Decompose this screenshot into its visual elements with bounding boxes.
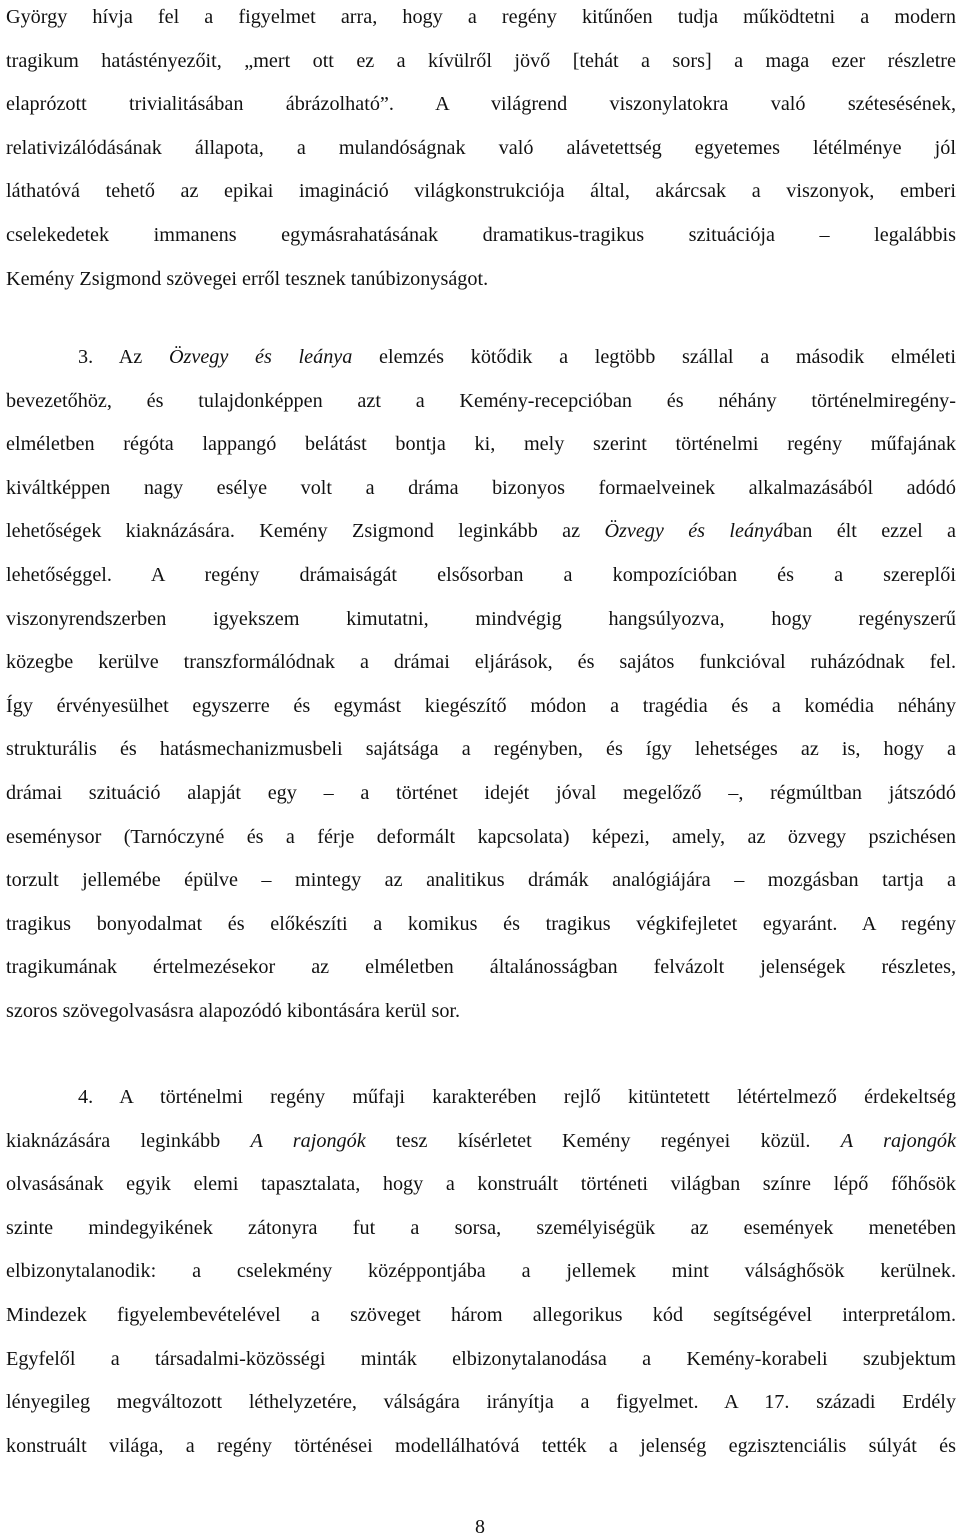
text-segment: lehetőségek kiaknázására. Kemény Zsigmond leginkább az [6,520,605,543]
text-line: torzult jellemébe épülve – mintegy az analitikus drámák analógiájára – mozgásban tartja a [6,869,956,892]
text-line: konstruált világa, a regény történései modellálhatóvá tették a jelenség egzisztenciális súlyát és [6,1434,956,1457]
italic-title: Özvegy és leányá [604,520,784,543]
text-line: Mindezek figyelembevételével a szöveget három allegorikus kód segítségével interpretálom. [6,1303,956,1326]
paragraph-3 [6,1076,956,1468]
text-line: láthatóvá tehető az epikai imagináció világkonstrukciója által, akárcsak a viszonyok, emberi [6,180,956,203]
text-line: Kemény Zsigmond szövegei erről tesznek tanúbizonyságot. [6,267,489,290]
text-segment: ban élt ezzel a [783,520,956,543]
text-line: 4. A történelmi regény műfaji karakterében rejlő kitüntetett létértelmező érdekeltség [78,1086,956,1108]
text-line: drámai szituáció alapját egy – a történet idejét jóval megelőző –, régmúltban játszódó [6,781,956,804]
text-line: viszonyrendszerben igyekszem kimutatni, mindvégig hangsúlyozva, hogy regényszerű [6,607,956,630]
text-line: lehetőséggel. A regény drámaiságát elsősorban a kompozícióban és a szereplői [6,563,956,586]
text-line: relativizálódásának állapota, a mulandóságnak való alávetettség egyetemes létélménye jól [6,136,956,159]
text-line: eseménysor (Tarnóczyné és a férje deformált kapcsolata) képezi, amely, az özvegy pszichésen [6,825,956,848]
text-line [6,510,956,554]
page-number: 8 [475,1516,485,1538]
text-line: lényegileg megváltozott léthelyzetére, válságára irányítja a figyelmet. A 17. századi Erdély [6,1391,956,1414]
text-line: tragikumának értelmezésekor az elméletben általánosságban felvázolt jelenségek részletes, [6,956,956,979]
text-line: elméletben régóta lappangó belátást bontja ki, mely szerint történelmi regény műfajának [6,433,956,456]
text-line: közegbe kerülve transzformálódnak a drámai eljárások, és sajátos funkcióval ruházódnak fel. [6,651,956,674]
paragraph-2 [6,336,956,1034]
text-line [6,1120,956,1164]
text-line: bevezetőhöz, és tulajdonképpen azt a Kemény-recepcióban és néhány történelmiregény- [6,389,956,412]
text-line: szinte mindegyikének zátonyra fut a sorsa, személyiségük az események menetében [6,1216,956,1239]
text-segment: 3. Az [78,346,169,368]
text-segment: elemzés kötődik a legtöbb szállal a második elméleti [352,346,956,368]
italic-title: A rajongók [250,1129,366,1152]
text-line: György hívja fel a figyelmet arra, hogy a regény kitűnően tudja működtetni a modern [6,6,956,28]
text-line: Egyfelől a társadalmi-közösségi minták elbizonytalanodása a Kemény-korabeli szubjektum [6,1347,956,1370]
text-line [6,336,956,380]
text-line: kiváltképpen nagy esélye volt a dráma bizonyos formaelveinek alkalmazásából adódó [6,476,956,499]
italic-title: Özvegy és leánya [168,346,353,368]
paragraph-1 [6,0,956,301]
text-line: tragikus bonyodalmat és előkészíti a komikus és tragikus végkifejletet egyaránt. A regény [6,912,956,935]
text-line: szoros szövegolvasásra alapozódó kibontására kerül sor. [6,999,461,1022]
text-line: cselekedetek immanens egymásrahatásának dramatikus-tragikus szituációja – legalábbis [6,223,956,246]
text-line: tragikum hatástényezőit, „mert ott ez a kívülről jövő [tehát a sors] a maga ezer részletre [6,49,956,72]
text-line: strukturális és hatásmechanizmusbeli sajátsága a regényben, és így lehetséges az is, hogy a [6,738,956,761]
text-segment: tesz kísérletet Kemény regényei közül. [365,1129,841,1152]
italic-title: A rajongók [840,1129,956,1152]
text-segment: kiaknázására leginkább [6,1129,251,1152]
text-line: olvasásának egyik elemi tapasztalata, hogy a konstruált történeti világban színre lépő főhősök [6,1173,956,1196]
text-line: elaprózott trivialitásában ábrázolható”. A világrend viszonylatokra való szétesésének, [6,93,956,116]
text-line: Így érvényesülhet egyszerre és egymást kiegészítő módon a tragédia és a komédia néhány [6,694,956,717]
text-line: elbizonytalanodik: a cselekmény középpontjába a jellemek mint válsághősök kerülnek. [6,1260,956,1283]
